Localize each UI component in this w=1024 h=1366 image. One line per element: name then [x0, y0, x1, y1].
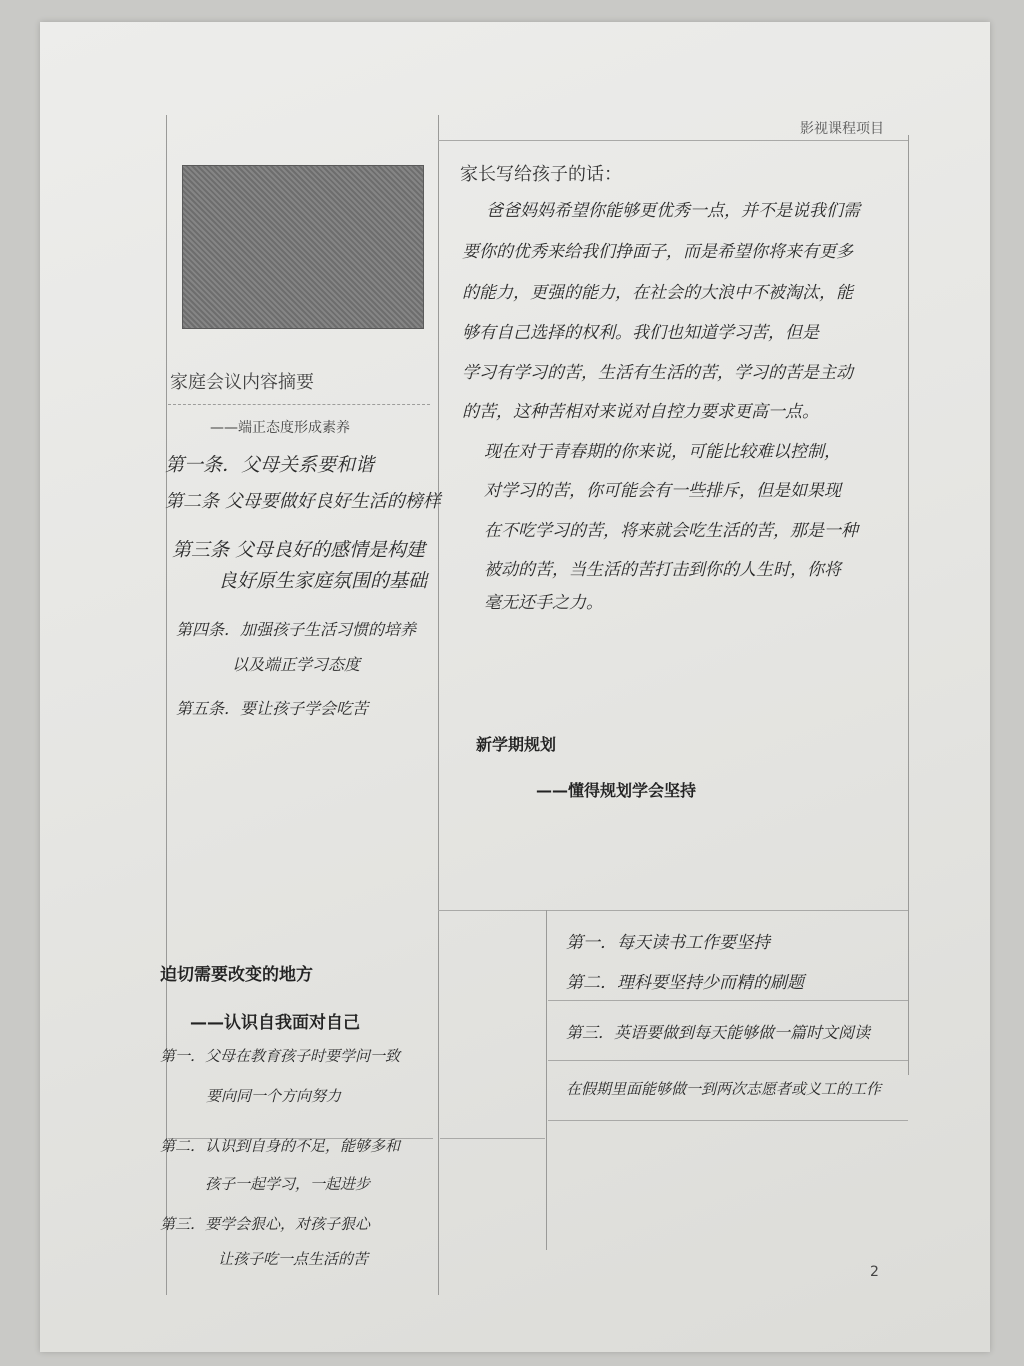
- changes-item-2: 第二．认识到自身的不足，能够多和: [160, 1137, 401, 1155]
- summary-title: 家庭会议内容摘要: [170, 372, 314, 393]
- summary-item-5: 第五条．要让孩子学会吃苦: [176, 699, 369, 718]
- changes-title: 迫切需要改变的地方: [160, 965, 313, 985]
- family-meeting-photo: [182, 165, 424, 329]
- plan-subtitle: ——懂得规划学会坚持: [536, 781, 697, 800]
- letter-title: 家长写给孩子的话：: [460, 164, 622, 185]
- plan-item-4: 在假期里面能够做一到两次志愿者或义工的工作: [566, 1080, 882, 1098]
- right-row-line: [440, 1138, 545, 1139]
- column-divider-line: [438, 115, 439, 1295]
- plan-item-3: 第三．英语要做到每天能够做一篇时文阅读: [566, 1023, 871, 1042]
- plan-item-1: 第一．每天读书工作要坚持: [566, 933, 770, 953]
- plan-title: 新学期规划: [476, 735, 557, 754]
- right-margin-line: [908, 135, 909, 1075]
- changes-item-1: 第一．父母在教育孩子时要学问一致: [160, 1047, 401, 1065]
- plan-box-top: [438, 910, 908, 911]
- plan-row-line-3: [548, 1120, 908, 1121]
- plan-box-left: [546, 910, 547, 1250]
- plan-item-2: 第二．理科要坚持少而精的刷题: [566, 973, 804, 993]
- header-rule: [438, 140, 908, 141]
- letter-line-9: 在不吃学习的苦，将来就会吃生活的苦，那是一种: [484, 521, 858, 541]
- summary-subtitle: ——端正态度形成素养: [210, 420, 350, 436]
- letter-line-1: 爸爸妈妈希望你能够更优秀一点，并不是说我们需: [486, 201, 860, 221]
- letter-line-5: 学习有学习的苦，生活有生活的苦，学习的苦是主动: [462, 363, 853, 383]
- changes-subtitle: ——认识自我面对自己: [190, 1013, 360, 1033]
- plan-row-line-2: [548, 1060, 908, 1061]
- letter-line-2: 要你的优秀来给我们挣面子，而是希望你将来有更多: [462, 242, 853, 262]
- letter-line-7: 现在对于青春期的你来说，可能比较难以控制，: [484, 442, 841, 462]
- letter-line-11: 毫无还手之力。: [484, 593, 603, 613]
- page-number: 2: [870, 1264, 879, 1280]
- summary-item-3-cont: 良好原生家庭氛围的基础: [218, 570, 428, 592]
- header-label: 影视课程项目: [800, 121, 884, 137]
- letter-line-3: 的能力，更强的能力，在社会的大浪中不被淘汰，能: [462, 283, 853, 303]
- letter-line-10: 被动的苦，当生活的苦打击到你的人生时，你将: [484, 560, 841, 580]
- letter-line-4: 够有自己选择的权利。我们也知道学习苦，但是: [462, 323, 819, 343]
- letter-line-6: 的苦，这种苦相对来说对自控力要求更高一点。: [462, 402, 819, 422]
- summary-divider: [168, 404, 430, 405]
- summary-item-1: 第一条．父母关系要和谐: [165, 454, 375, 476]
- summary-item-2: 第二条 父母要做好良好生活的榜样: [165, 491, 441, 512]
- left-margin-line: [166, 115, 167, 1295]
- letter-line-8: 对学习的苦，你可能会有一些排斥，但是如果现: [484, 481, 841, 501]
- changes-item-3-cont: 让孩子吃一点生活的苦: [218, 1250, 369, 1268]
- summary-item-4-cont: 以及端正学习态度: [232, 655, 361, 674]
- summary-item-4: 第四条．加强孩子生活习惯的培养: [176, 620, 417, 639]
- changes-item-2-cont: 孩子一起学习，一起进步: [205, 1175, 371, 1193]
- changes-item-3: 第三．要学会狠心，对孩子狠心: [160, 1215, 371, 1233]
- plan-row-line-1: [548, 1000, 908, 1001]
- changes-item-1-cont: 要向同一个方向努力: [206, 1087, 342, 1105]
- summary-item-3: 第三条 父母良好的感情是构建: [172, 539, 426, 561]
